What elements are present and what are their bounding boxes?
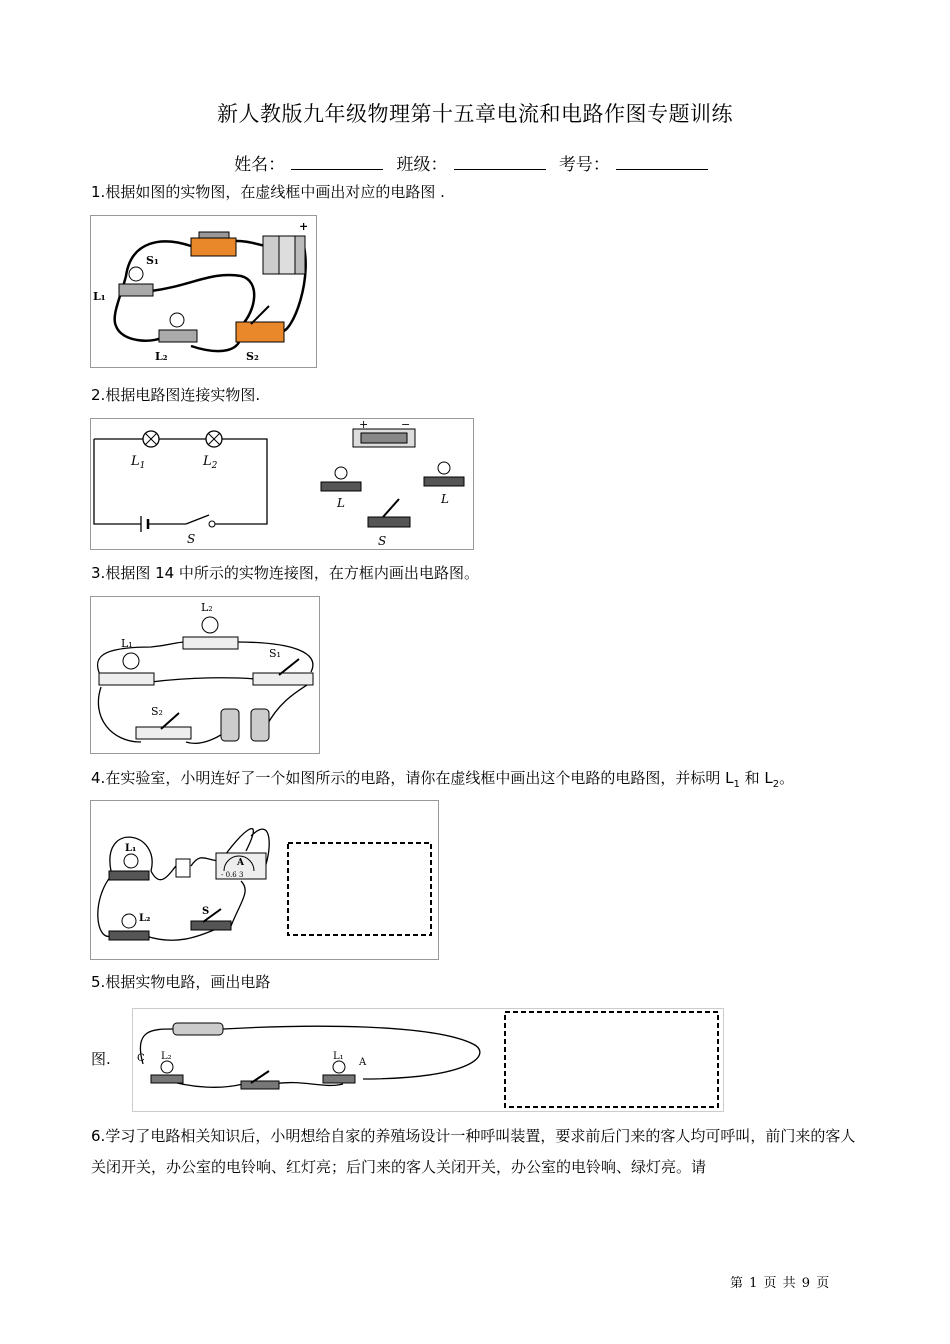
fig3-label-l2: L₂: [201, 601, 213, 614]
question-text-c: 。: [779, 769, 795, 787]
fig4-meter-label: A: [237, 858, 244, 868]
student-info-line: [0, 150, 950, 175]
question-number: 5.: [91, 973, 106, 991]
fig1-label-l1: L₁: [93, 290, 106, 303]
question-text: 根据电路图连接实物图.: [105, 386, 261, 404]
fig2-label-l1: $L_1$: [131, 454, 146, 471]
question-number: 4.: [91, 769, 106, 787]
fig2-part-l2: L: [441, 492, 449, 506]
question-text-a: 在实验室，小明连好了一个如图所示的电路，请你在虚线框中画出这个电路的电路图，并标明 L: [105, 769, 734, 787]
fig2-part-s: S: [378, 534, 387, 548]
fig3-label-l1: L₁: [121, 637, 133, 650]
fig2-label-l2: $L_2$: [203, 454, 218, 471]
fig2-label-s: S: [187, 532, 196, 546]
fig4-meter-scale: - 0.6 3: [221, 871, 244, 879]
question-3: [91, 558, 866, 589]
subscript-1: 1: [733, 779, 740, 790]
id-blank[interactable]: [616, 155, 708, 170]
question-text-b: 和 L: [739, 769, 773, 787]
question-text: 根据实物电路，画出电路: [105, 973, 271, 991]
question-number: 3.: [91, 564, 106, 582]
page-footer: 第 1 页 共 9 页: [730, 1276, 831, 1291]
question-4: [91, 763, 866, 800]
answer-dashed-box: [288, 843, 431, 935]
fig1-label-s2: S₂: [246, 350, 259, 363]
fig1-label-l2: L₂: [155, 350, 168, 363]
fig5-label-c: C: [137, 1053, 145, 1064]
name-blank[interactable]: [291, 155, 383, 170]
fig4-label-s: S: [202, 906, 210, 917]
fig5-label-l1: L₁: [333, 1051, 344, 1062]
figure-4-physical-circuit: [90, 800, 439, 960]
question-text: 根据如图的实物图，在虚线框中画出对应的电路图 .: [105, 183, 445, 201]
fig1-label-plus: +: [299, 220, 309, 233]
figure-3-physical-circuit: [90, 596, 320, 754]
question-5: [91, 967, 866, 998]
fig2-minus: −: [401, 419, 411, 431]
name-label: 姓名：: [234, 155, 286, 175]
figure-5-physical-circuit: [132, 1008, 724, 1112]
fig5-label-a: A: [359, 1057, 367, 1068]
id-label: 考号：: [558, 155, 610, 175]
question-number: 6.: [91, 1127, 106, 1145]
question-2: [91, 380, 866, 411]
figure-1-physical-circuit: [90, 215, 317, 368]
question-number: 2.: [91, 386, 106, 404]
page-title: 新人教版九年级物理第十五章电流和电路作图专题训练: [217, 102, 733, 126]
question-6: [91, 1121, 866, 1183]
fig4-label-l2: L₂: [139, 913, 151, 924]
question-5-continuation: 图.: [91, 1050, 111, 1068]
fig2-plus: +: [359, 419, 369, 431]
fig3-label-s2: S₂: [151, 705, 163, 718]
subscript-2: 2: [772, 779, 780, 790]
answer-dashed-box: [505, 1012, 718, 1107]
class-blank[interactable]: [454, 155, 546, 170]
fig5-label-l2: L₂: [161, 1051, 172, 1062]
fig4-label-l1: L₁: [125, 843, 137, 854]
fig2-part-l1: L: [337, 496, 345, 510]
class-label: 班级：: [396, 155, 448, 175]
figure-2-schematic-and-parts: [90, 418, 474, 550]
question-text: 根据图 14 中所示的实物连接图，在方框内画出电路图。: [105, 564, 479, 582]
question-text: 学习了电路相关知识后，小明想给自家的养殖场设计一种呼叫装置，要求前后门来的客人均可呼叫，前门来的客人关闭开关，办公室的电铃响、红灯亮；后门来的客人关闭开关，办公室的电铃响、绿灯亮。请: [91, 1127, 856, 1176]
fig3-label-s1: S₁: [269, 647, 281, 660]
question-number: 1.: [91, 183, 106, 201]
fig1-label-s1: S₁: [146, 254, 159, 267]
question-1: [91, 177, 866, 208]
